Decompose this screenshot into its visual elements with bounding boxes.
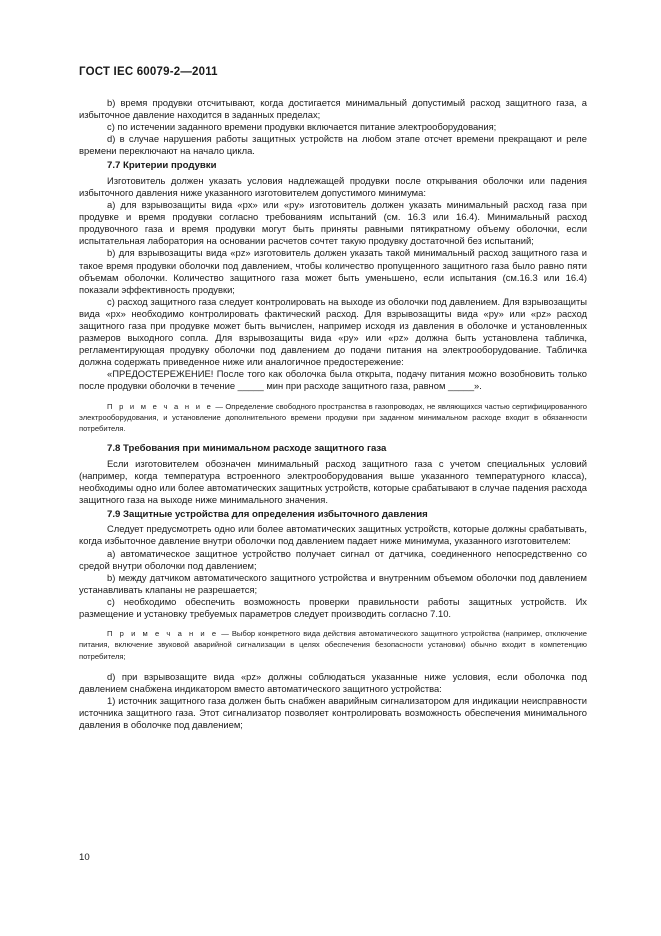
warning-text: «ПРЕДОСТЕРЕЖЕНИЕ! После того как оболочка была открыта, подачу питания можно возобновить только после продувки оболочки в течение _____ мин при расходе защитного газа, равном _____». [79,368,587,392]
paragraph-7-9-d: d) при взрывозащите вида «pz» должны соблюдаться указанные ниже условия, если оболочка под давлением снабжена индикатором вместо автоматического защитного устройства: [79,670,587,694]
paragraph-item-d: d) в случае нарушения работы защитных устройств на любом этапе отсчет времени прекращают и реле времени переключают на начало цикла. [79,133,587,157]
paragraph-7-7-b: b) для взрывозащиты вида «pz» изготовитель должен указать такой минимальный расход защитного газа и такое время продувки оболочки под давлением, чтобы количество пропущенного защитного газа было равно пяти объемам оболочки. Количество защитного газа может быть уменьшено, если испытания (см.16.3 или 16.4) показали эффективность продувки; [79,247,587,295]
note-label: П р и м е ч а н и е [107,401,213,411]
paragraph-intro-7-7: Изготовитель должен указать условия надлежащей продувки после открывания оболочки или падения избыточного давления ниже указанного изготовителем допустимого минимума: [79,174,587,198]
section-heading-7-7: 7.7 Критерии продувки [107,160,217,172]
paragraph-7-7-a: a) для взрывозащиты вида «px» или «py» изготовитель должен указать минимальный расход газа при продувке и время продувки согласно требованиям испытаний (см. 16.3 или 16.4). Минимальный расход продувочного газа и время продувки могут быть приняты равными пятикратному объему оболочки, если испытательная лаборатория на основании расчетов сочтет такую продувку достаточной без испытаний; [79,199,587,247]
document-body [79,97,587,731]
paragraph-item-b: b) время продувки отсчитывают, когда достигается минимальный допустимый расход защитного газа, а избыточное давление находится в заданных пределах; [79,97,587,121]
section-heading-7-8: 7.8 Требования при минимальном расходе защитного газа [107,443,387,455]
paragraph-7-9-b: b) между датчиком автоматического защитного устройства и внутренним объемом оболочки под давлением устанавливать клапаны не разрешается; [79,571,587,595]
paragraph-7-9-d-1: 1) источник защитного газа должен быть снабжен аварийным сигнализатором для индикации неисправности источника защитного газа. Этот сигнализатор позволяет контролировать возможность обеспечения минимального давления в оболочке под давлением; [79,694,587,731]
note-text: — Выбор конкретного вида действия автоматического защитного устройства (например, отключение питания, включение звуковой аварийной сигнализации в целях обеспечения безопасности установки) обычно входит в компетенцию потребителя; [79,629,588,661]
paragraph-7-9-c: c) необходимо обеспечить возможность проверки правильности работы защитных устройств. Их размещение и установку требуемых параметров следует производить согласно 7.10. [79,595,587,620]
paragraph-7-9-a: a) автоматическое защитное устройство получает сигнал от датчика, соединенного непосредственно со средой внутри оболочки под давлением; [79,547,587,571]
paragraph-item-c: c) по истечении заданного времени продувки включается питание электрооборудования; [107,121,497,133]
page-number: 10 [79,852,90,863]
section-heading-7-9: 7.9 Защитные устройства для определения избыточного давления [107,508,428,520]
paragraph-7-7-c: c) расход защитного газа следует контролировать на выходе из оболочки под давлением. Для взрывозащиты вида «px» необходимо контролировать фактический расход. Для взрывозащиты вида «py» или «pz» расход защитного газа при продувке может быть вычислен, например исходя из давления в оболочке и установленных размеров выходного сопла. Для взрывозащиты вида «py» или «pz» должна быть установлена табличка, регламентирующая продувку оболочки под давлением до подачи питания на электрооборудование. Табличка должна содержать приведенное ниже или аналогичное предостережение: [79,295,587,368]
note-7-9 [79,628,587,662]
note-text: — Определение свободного пространства в газопроводах, не являющихся частью сертифицированного электрооборудования, и установление дополнительного времени продувки при заданном минимальном расходе входит в обязанности потребителя. [79,401,587,433]
note-label: П р и м е ч а н и е [107,629,219,639]
standard-header: ГОСТ IEC 60079-2—2011 [79,66,218,78]
note-7-7 [79,401,587,435]
paragraph-intro-7-9: Следует предусмотреть одно или более автоматических защитных устройств, которые должны срабатывать, когда избыточное давление внутри оболочки под давлением падает ниже минимума, указанного изготовителем: [79,523,587,547]
paragraph-7-8: Если изготовителем обозначен минимальный расход защитного газа с учетом специальных условий (например, когда температура встроенного электрооборудования выше указанного температурного класса), необходимы одно или более автоматических защитных устройств, которые срабатывают в случае падения расхода защитного газа на выходе ниже минимального значения. [79,457,587,505]
